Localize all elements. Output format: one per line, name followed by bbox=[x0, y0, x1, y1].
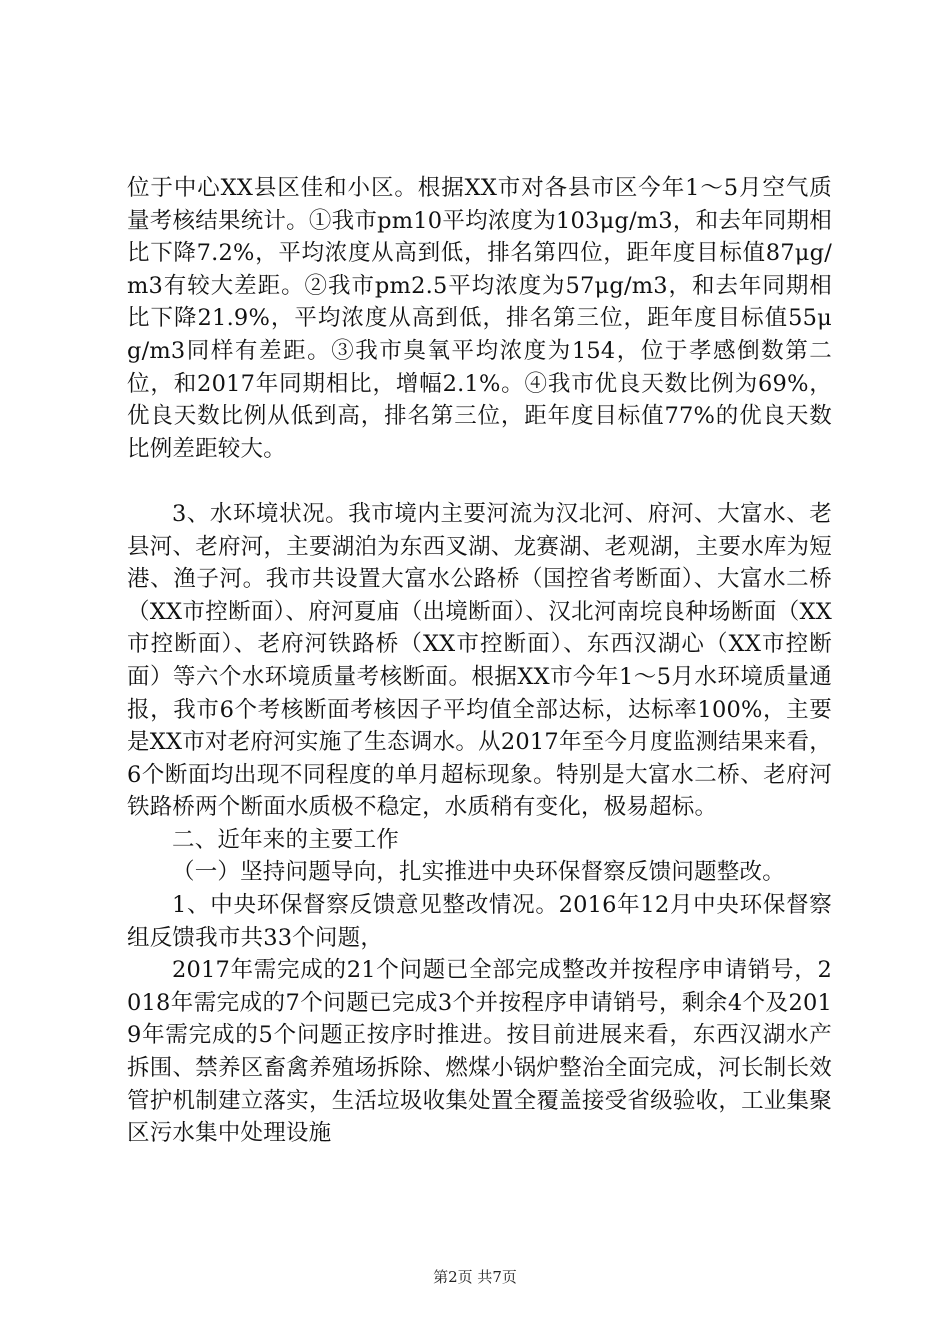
paragraph-air-quality: 位于中心XX县区佳和小区。根据XX市对各县市区今年1～5月空气质量考核结果统计。①我市pm10平均浓度为103μg/m3，和去年同期相比下降7.2%，平均浓度从高到低，排名第四位，距年度目标值87μg/m3有较大差距。②我市pm2.5平均浓度为57μg/m3，和去年同期相比下降21.9%，平均浓度从高到低，排名第三位，距年度目标值55μg/m3同样有差距。③我市臭氧平均浓度为154，位于孝感倒数第二位，和2017年同期相比，增幅2.1%。④我市优良天数比例为69%，优良天数比例从低到高，排名第三位，距年度目标值77%的优良天数比例差距较大。 bbox=[127, 175, 832, 462]
paragraph-water-environment: 3、水环境状况。我市境内主要河流为汉北河、府河、大富水、老县河、老府河，主要湖泊为东西叉湖、龙赛湖、老观湖，主要水库为短港、渔子河。我市共设置大富水公路桥（国控省考断面）、大富水二桥（XX市控断面）、府河夏庙（出境断面）、汉北河南垸良种场断面（XX市控断面）、老府河铁路桥（XX市控断面）、东西汉湖心（XX市控断面）等六个水环境质量考核断面。根据XX市今年1～5月水环境质量通报，我市6个考核断面考核因子平均值全部达标，达标率100%，主要是XX市对老府河实施了生态调水。从2017年至今月度监测结果来看，6个断面均出现不同程度的单月超标现象。特别是大富水二桥、老府河铁路桥两个断面水质极不稳定，水质稍有变化，极易超标。 bbox=[127, 500, 832, 821]
paragraph-gap bbox=[127, 465, 832, 498]
paragraph-rectification-status: 1、中央环保督察反馈意见整改情况。2016年12月中央环保督察组反馈我市共33个问题， bbox=[127, 892, 832, 951]
section-heading-main-work: 二、近年来的主要工作 bbox=[172, 826, 400, 853]
subsection-heading-rectification: （一）坚持问题导向，扎实推进中央环保督察反馈问题整改。 bbox=[172, 859, 785, 886]
document-body bbox=[127, 172, 832, 1150]
page-footer: 第2页 共7页 bbox=[433, 1268, 517, 1286]
paragraph-rectification-progress: 2017年需完成的21个问题已全部完成整改并按程序申请销号，2018年需完成的7个问题已完成3个并按程序申请销号，剩余4个及2019年需完成的5个问题正按序时推进。按目前进展来看，东西汉湖水产拆围、禁养区畜禽养殖场拆除、燃煤小锅炉整治全面完成，河长制长效管护机制建立落实，生活垃圾收集处置全覆盖接受省级验收，工业集聚区污水集中处理设施 bbox=[127, 957, 832, 1147]
